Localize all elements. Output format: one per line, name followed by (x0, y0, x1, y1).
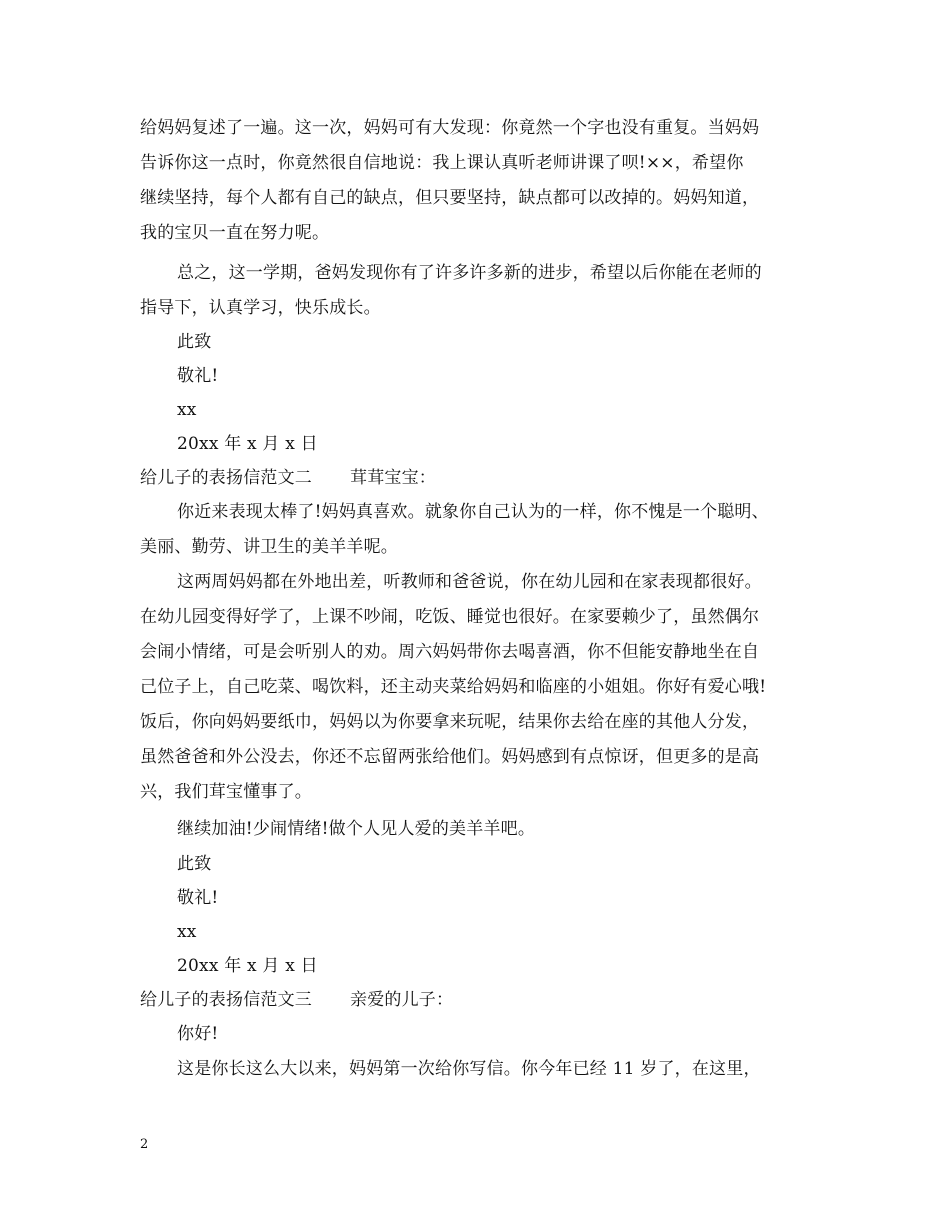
paragraph-line: 美丽、勤劳、讲卫生的美羊羊呢。 (140, 537, 398, 557)
page-number: 2 (140, 1137, 149, 1152)
letter-salutation: 茸茸宝宝： (350, 468, 436, 488)
date-line: 20xx 年 x 月 x 日 (177, 434, 318, 454)
letter-salutation: 亲爱的儿子： (350, 990, 454, 1010)
signature-line: xx (177, 400, 197, 420)
paragraph-line: 继续加油!少闹情绪!做个人见人爱的美羊羊吧。 (177, 819, 536, 839)
closing-line: 敬礼! (177, 888, 219, 908)
letter-title: 给儿子的表扬信范文三 (140, 990, 312, 1010)
paragraph-line: 己位子上，自己吃菜、喝饮料，还主动夹菜给妈妈和临座的小姐姐。你好有爱心哦! (140, 677, 767, 697)
paragraph-line: 饭后，你向妈妈要纸巾，妈妈以为你要拿来玩呢，结果你去给在座的其他人分发， (140, 712, 760, 732)
letter-title: 给儿子的表扬信范文二 (140, 468, 312, 488)
paragraph-line: 你近来表现太棒了!妈妈真喜欢。就象你自己认为的一样，你不愧是一个聪明、 (177, 502, 769, 522)
signature-line: xx (177, 922, 197, 942)
paragraph-line: 总之，这一学期，爸妈发现你有了许多许多新的进步，希望以后你能在老师的 (177, 263, 762, 283)
paragraph-line: 会闹小情绪，可是会听别人的劝。周六妈妈带你去喝喜酒，你不但能安静地坐在自 (140, 642, 760, 662)
letter-heading (140, 983, 453, 1017)
date-line: 20xx 年 x 月 x 日 (177, 956, 318, 976)
paragraph-line: 这两周妈妈都在外地出差，听教师和爸爸说，你在幼儿园和在家表现都很好。 (177, 572, 762, 592)
paragraph-line: 给妈妈复述了一遍。这一次，妈妈可有大发现：你竟然一个字也没有重复。当妈妈 (140, 118, 760, 138)
closing-line: 此致 (177, 332, 212, 352)
paragraph-line: 指导下，认真学习，快乐成长。 (140, 298, 381, 318)
closing-line: 此致 (177, 854, 212, 874)
paragraph-line: 继续坚持，每个人都有自己的缺点，但只要坚持，缺点都可以改掉的。妈妈知道， (140, 188, 760, 208)
paragraph-line: 我的宝贝一直在努力呢。 (140, 223, 330, 243)
closing-line: 敬礼! (177, 366, 219, 386)
paragraph-line: 在幼儿园变得好学了，上课不吵闹，吃饭、睡觉也很好。在家要赖少了，虽然偶尔 (140, 607, 760, 627)
paragraph-line: 告诉你这一点时，你竟然很自信地说：我上课认真听老师讲课了呗!××，希望你 (140, 153, 744, 173)
paragraph-line: 兴，我们茸宝懂事了。 (140, 782, 312, 802)
paragraph-line: 这是你长这么大以来，妈妈第一次给你写信。你今年已经 11 岁了，在这里， (177, 1059, 761, 1079)
letter-heading (140, 461, 436, 495)
greeting-line: 你好! (177, 1024, 219, 1044)
paragraph-line: 虽然爸爸和外公没去，你还不忘留两张给他们。妈妈感到有点惊讶，但更多的是高 (140, 747, 760, 767)
